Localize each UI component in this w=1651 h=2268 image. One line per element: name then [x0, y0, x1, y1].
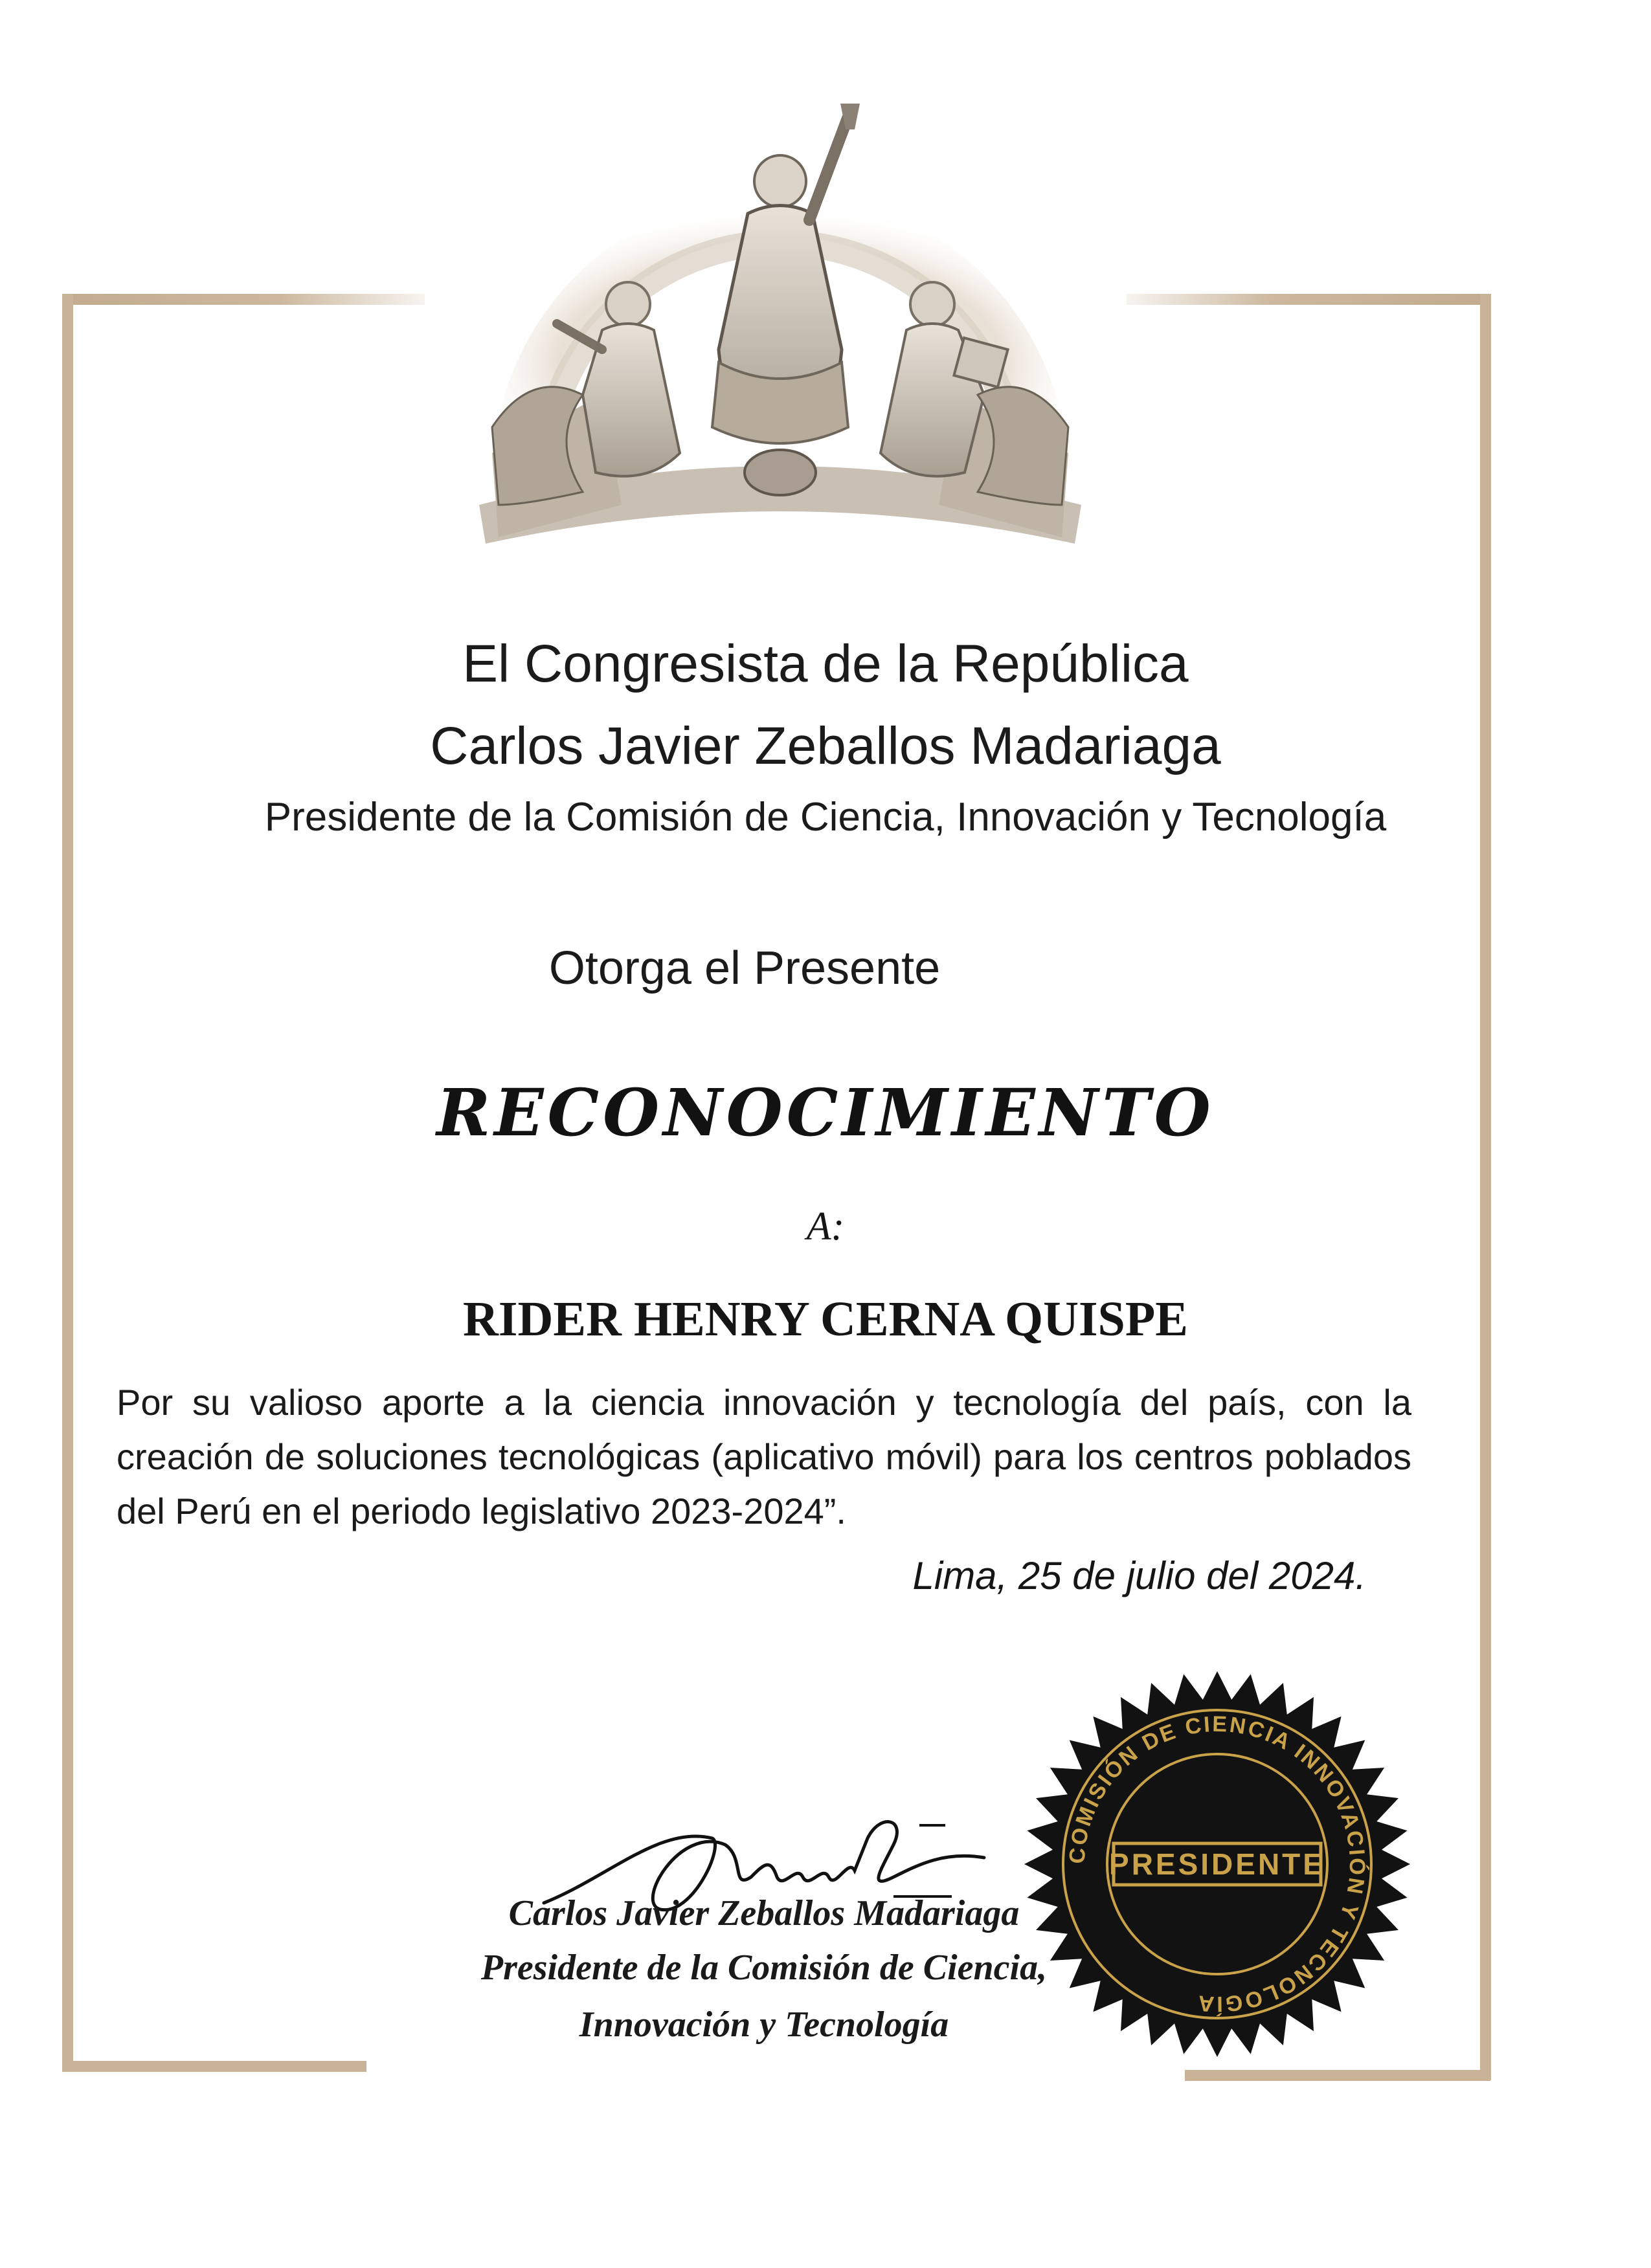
seal-center-text: PRESIDENTE	[1109, 1847, 1325, 1881]
header-line-1: El Congresista de la República	[462, 634, 1189, 693]
signatory-role-line-2: Innovación y Tecnología	[579, 2005, 949, 2045]
frame-bottom-left	[62, 2061, 366, 2072]
signatory-role-line-1: Presidente de la Comisión de Ciencia,	[480, 1948, 1048, 1988]
certificate-title: RECONOCIMIENTO	[436, 1074, 1215, 1151]
presidency-seal	[1023, 1670, 1411, 2058]
recognition-body: Por su valioso aporte a la ciencia innovación y tecnología del país, con la creación de soluciones tecnológicas (aplicativo móvil) para los centros poblados del Perú en el periodo legislativo 2023-2024”.	[117, 1382, 1411, 1531]
frame-bottom-right	[1185, 2070, 1490, 2081]
to-label: A:	[806, 1205, 845, 1249]
header-line-2: Carlos Javier Zeballos Madariaga	[430, 717, 1221, 775]
date-line: Lima, 25 de julio del 2024.	[912, 1554, 1366, 1597]
frame-right	[1480, 294, 1491, 2080]
signatory-name: Carlos Javier Zeballos Madariaga	[508, 1893, 1020, 1933]
seal-ring-text: COMISIÓN DE CIENCIA INNOVACIÓN Y TECNOLOGÍA	[1064, 1711, 1370, 2017]
recipient-name: RIDER HENRY CERNA QUISPE	[463, 1292, 1188, 1346]
header-line-3: Presidente de la Comisión de Ciencia, Innovación y Tecnología	[264, 795, 1387, 839]
congress-sculpture-emblem	[453, 91, 1107, 583]
frame-top-left	[62, 294, 425, 305]
grant-line: Otorga el Presente	[548, 942, 941, 994]
frame-top-right	[1127, 294, 1490, 305]
frame-left	[62, 294, 73, 2061]
